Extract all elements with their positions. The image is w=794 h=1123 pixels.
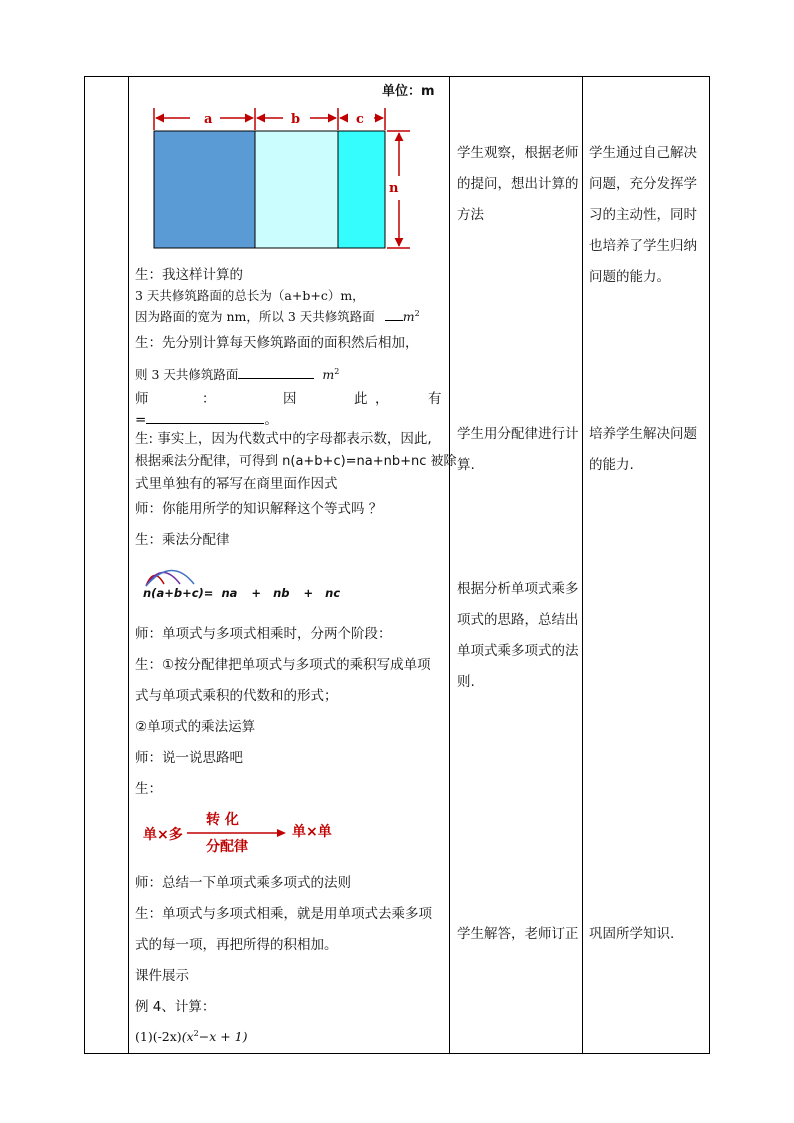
table-divider-1 [128, 76, 129, 1054]
design-intent-3: 巩固所学知识. [589, 926, 675, 942]
text-line-23: 例 4、计算： [135, 999, 216, 1015]
text-line-3-body: 因为路面的宽为 nm，所以 3 天共修筑路面 [135, 309, 375, 324]
text-line-13: 师：单项式与多项式相乘时，分两个阶段： [135, 626, 392, 642]
unit-exponent: 2 [334, 366, 340, 376]
text-line-24 [135, 1027, 248, 1047]
dim-label-b: b [291, 112, 301, 127]
answer-blank-2[interactable] [238, 364, 314, 379]
table-divider-2 [449, 76, 450, 1054]
student-activity-1: 学生观察，根据老师的提问，想出计算的方法 [457, 145, 579, 223]
text-line-20: 生：单项式与多项式相乘，就是用单项式去乘多项 [135, 906, 432, 922]
design-intent-1: 学生通过自己解决问题，充分发挥学习的主动性，同时也培养了学生归纳问题的能力。 [589, 145, 697, 285]
segment-c [338, 131, 385, 248]
table-border-right [709, 76, 710, 1054]
text-line-6-a: 师 [135, 391, 149, 407]
flow-top: 转 化 [206, 812, 239, 828]
formula-plus: + [303, 586, 314, 600]
text-line-15: 式与单项式乘积的代数和的形式； [135, 688, 338, 704]
unit-m: m [402, 309, 415, 324]
text-line-21: 式的每一项，再把所得的积相加。 [135, 937, 338, 953]
table-divider-3 [582, 76, 583, 1054]
exercise-1-factor: (1)(-2x) [135, 1029, 182, 1044]
text-line-6-e: ， [375, 391, 389, 407]
flow-bottom: 分配律 [206, 839, 248, 855]
student-activity-3: 根据分析单项式乘多项式的思路，总结出单项式乘多项式的法则. [457, 581, 579, 690]
dim-label-a: a [204, 112, 213, 127]
text-line-6-b: ： [202, 391, 216, 407]
text-line-6-c: 因 [283, 391, 297, 407]
formula-left: n(a+b+c)= [143, 586, 214, 600]
segment-b [255, 131, 338, 248]
dim-label-n: n [389, 181, 399, 196]
flow-left: 单×多 [143, 827, 183, 843]
unit-exponent: 2 [414, 308, 420, 318]
dim-label-c: c [356, 112, 364, 127]
answer-blank-3[interactable] [146, 409, 264, 424]
text-line-8: 生: 事实上，因为代数式中的字母都表示数，因此, [135, 431, 432, 447]
flow-right: 单×单 [292, 824, 332, 840]
table-border-bottom [84, 1053, 710, 1054]
flow-arrow [187, 828, 287, 838]
table-border-top [84, 76, 710, 77]
text-line-16: ②单项式的乘法运算 [135, 719, 256, 735]
text-line-14: 生：①按分配律把单项式与多项式的乘积写成单项 [135, 657, 431, 673]
formula-term-na: na [221, 586, 238, 600]
exercise-1-poly-rest: −x + 1) [198, 1029, 248, 1044]
student-activity-2: 学生用分配律进行计算. [457, 426, 579, 473]
text-line-22: 课件展示 [135, 968, 189, 984]
text-line-7 [135, 409, 278, 430]
period: 。 [264, 412, 278, 428]
text-line-6-d: 此 [354, 391, 368, 407]
formula-plus: + [251, 586, 262, 600]
text-line-1: 生：我这样计算的 [135, 267, 243, 283]
text-line-18: 生： [135, 781, 162, 797]
text-line-2: 3 天共修筑路面的总长为（a+b+c）m， [135, 288, 365, 303]
text-line-10: 式里单独有的幂写在商里面作因式 [135, 476, 338, 492]
distributive-formula [143, 583, 340, 603]
road-diagram [140, 100, 420, 260]
text-line-11: 师：你能用所学的知识解释这个等式吗 ？ [135, 501, 383, 517]
formula-term-nb: nb [273, 586, 290, 600]
design-intent-2: 培养学生解决问题的能力. [589, 426, 697, 473]
text-line-5 [135, 364, 339, 385]
equals-sign: = [135, 412, 147, 428]
exercise-1-poly-open: (x [181, 1029, 194, 1044]
text-line-4: 生：先分别计算每天修筑路面的面积然后相加， [135, 335, 419, 351]
student-activity-4: 学生解答，老师订正 [457, 926, 579, 942]
text-line-9: 根据乘法分配律，可得到 n(a+b+c)=na+nb+nc 被除 [135, 454, 457, 469]
exercise-1-exponent: 2 [193, 1028, 199, 1038]
text-line-19: 师：总结一下单项式乘多项式的法则 [135, 875, 351, 891]
answer-blank-1[interactable] [385, 306, 403, 321]
text-line-17: 师：说一说思路吧 [135, 750, 243, 766]
text-line-6-f: 有 [428, 391, 442, 407]
table-border-left [84, 76, 85, 1054]
text-line-3 [135, 306, 420, 327]
text-line-5-body: 则 3 天共修筑路面 [135, 367, 239, 382]
segment-a [154, 131, 255, 248]
formula-term-nc: nc [325, 586, 341, 600]
text-line-12: 生：乘法分配律 [135, 532, 230, 548]
unit-m: m [322, 367, 335, 382]
unit-label: 单位：m [382, 84, 435, 99]
